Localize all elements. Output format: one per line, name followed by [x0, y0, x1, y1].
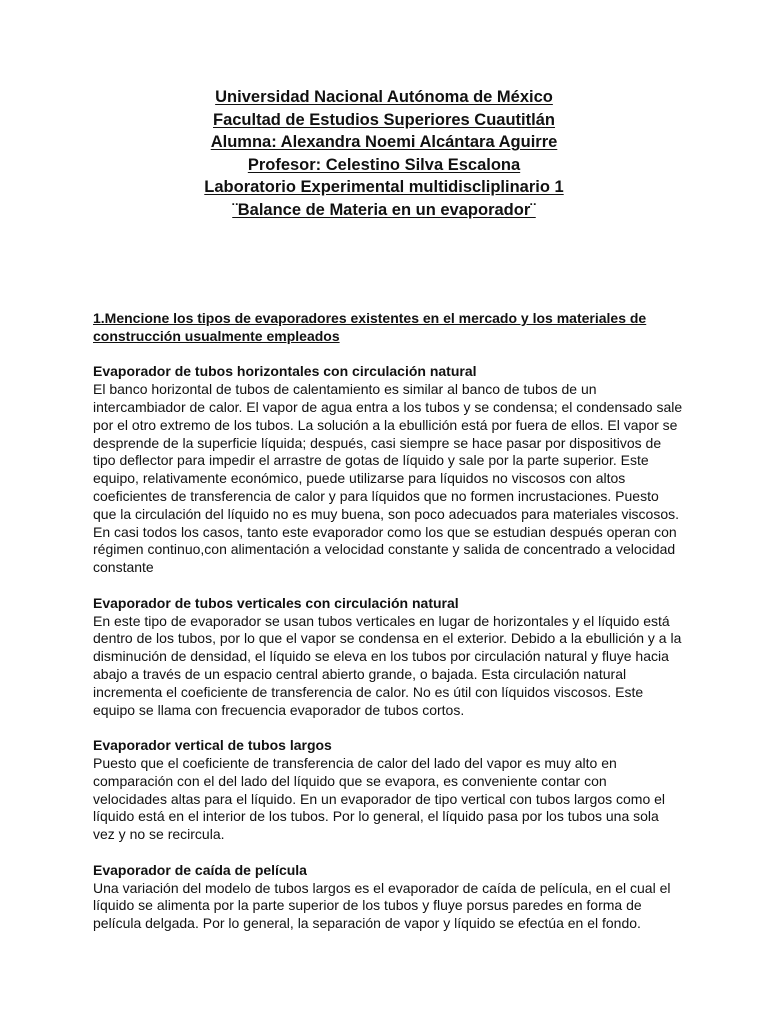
professor-name: Profesor: Celestino Silva Escalona [247, 155, 521, 174]
section-horizontal-tubes [93, 363, 683, 577]
document-body [93, 310, 683, 951]
section-long-tubes [93, 737, 683, 844]
section-text: El banco horizontal de tubos de calentamiento es similar al banco de tubos de un intercambiador de calor. El vapor de agua entra a los tubos y se condensa; el condensado sale por el otro extremo de los tubos. La solución a la ebullición está por fuera de ellos. El vapor se desprende de la superficie líquida; después, casi siempre se hace pasar por dispositivos de tipo deflector para impedir el arrastre de gotas de líquido y sale por la parte superior. Este equipo, relativamente económico, puede utilizarse para líquidos no viscosos con altos coeficientes de transferencia de calor y para líquidos que no formen incrustaciones. Puesto que la circulación del líquido no es muy buena, son poco adecuados para materiales viscosos. En casi todos los casos, tanto este evaporador como los que se estudian después operan con régimen continuo,con alimentación a velocidad constante y salida de concentrado a velocidad constante [93, 381, 683, 576]
faculty-name: Facultad de Estudios Superiores Cuautitlán [213, 110, 555, 129]
section-text: Puesto que el coeficiente de transferencia de calor del lado del vapor es muy alto en comparación con el del lado del líquido que se evapora, es conveniente contar con velocidades altas para el líquido. En un evaporador de tipo vertical con tubos largos como el líquido está en el interior de los tubos. Por lo general, el líquido pasa por los tubos una sola vez y no se recircula. [93, 754, 666, 843]
section-title: Evaporador de caída de película [93, 861, 307, 878]
lab-name: Laboratorio Experimental multidiscliplinario 1 [204, 178, 564, 196]
section-title: Evaporador vertical de tubos largos [93, 737, 332, 754]
section-text: En este tipo de evaporador se usan tubos verticales en lugar de horizontales y el líquido está dentro de los tubos, por lo que el vapor se condensa en el exterior. Debido a la ebullición y a la disminución de densidad, el líquido se eleva en los tubos por circulación natural y fluye hacia abajo a través de un espacio central abierto grande, o bajada. Esta circulación natural incrementa el coeficiente de transferencia de calor. No es útil con líquidos viscosos. Este equipo se llama con frecuencia evaporador de tubos cortos. [93, 612, 682, 718]
document-header [0, 86, 768, 221]
section-title: Evaporador de tubos verticales con circulación natural [93, 594, 459, 611]
university-name: Universidad Nacional Autónoma de México [215, 88, 553, 106]
student-name: Alumna: Alexandra Noemi Alcántara Aguirre [210, 133, 558, 151]
section-title: Evaporador de tubos horizontales con circulación natural [93, 363, 477, 380]
section-text: Una variación del modelo de tubos largos es el evaporador de caída de película, en el cual el líquido se alimenta por la parte superior de los tubos y fluye porsus paredes en forma de película delgada. Por lo general, la separación de vapor y líquido se efectúa en el fondo. [93, 879, 671, 932]
question-heading: 1.Mencione los tipos de evaporadores existentes en el mercado y los materiales de construcción usualmente empleados [93, 310, 647, 344]
section-falling-film [93, 862, 683, 933]
document-title: ¨Balance de Materia en un evaporador¨ [232, 200, 536, 219]
section-vertical-tubes [93, 595, 683, 720]
